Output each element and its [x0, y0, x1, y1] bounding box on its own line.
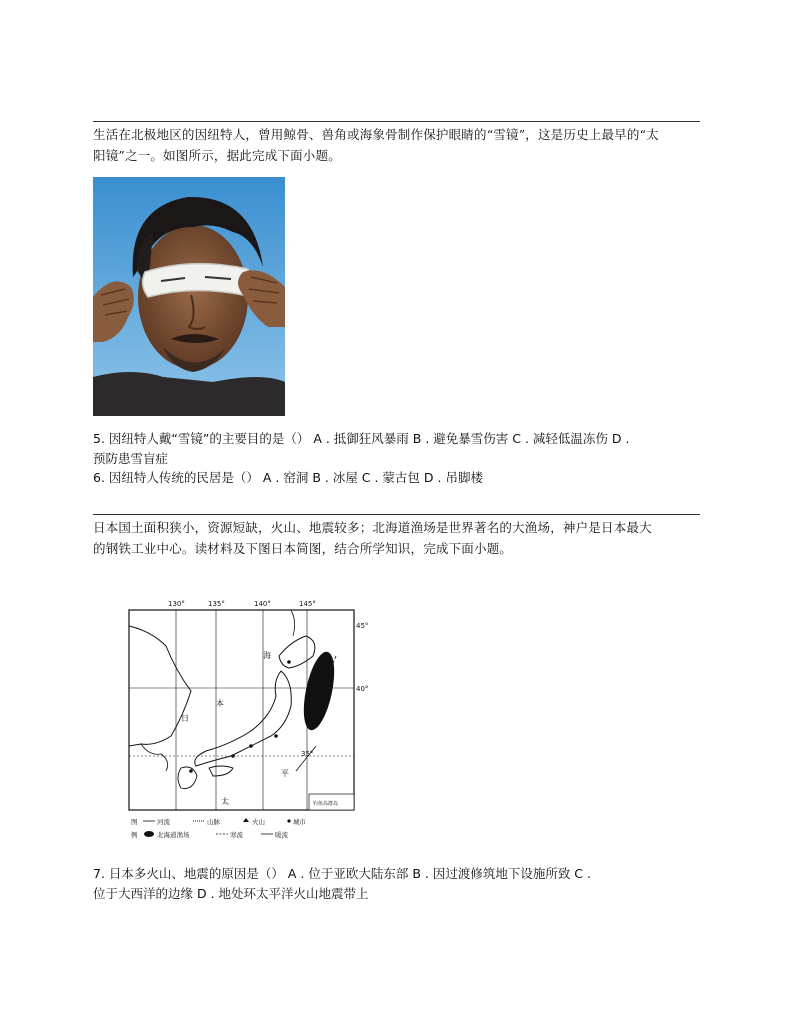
legend-title-1: 图	[131, 818, 138, 826]
lon-label-135: 135°	[208, 600, 225, 608]
lon-label-140: 140°	[254, 600, 271, 608]
question-7	[93, 864, 693, 904]
question-5-line-2: 预防患雪盲症	[93, 451, 169, 466]
legend-city: 城市	[293, 818, 306, 826]
legend-mountain: 山脉	[207, 818, 220, 826]
inset-label: 钓鱼岛群岛	[313, 801, 339, 807]
question-5-line-1: 5. 因纽特人戴“雪镜”的主要目的是（） A . 抵御狂风暴雨 B . 避免暴雪伤害 C . 减轻低温冻伤 D .	[93, 431, 630, 446]
intro-1-line-1: 生活在北极地区的因纽特人，曾用鲸骨、兽角或海象骨制作保护眼睛的“雪镜”，这是历史上最早的“太	[93, 127, 659, 142]
map-label-ping: 平	[281, 769, 289, 778]
question-6: 6. 因纽特人传统的民居是（） A . 窑洞 B . 冰屋 C . 蒙古包 D . 吊脚楼	[93, 470, 483, 485]
section-divider-1	[93, 121, 700, 122]
map-label-hai: 海	[263, 651, 271, 660]
legend-river: 河流	[157, 818, 170, 826]
lat-label-40: 40°	[356, 685, 369, 693]
lat-label-45: 45°	[356, 622, 369, 630]
legend-warm-current: 暖流	[275, 831, 288, 839]
map-label-ri: 日	[181, 714, 189, 723]
intro-2-line-2: 的钢铁工业中心。读材料及下图日本简图，结合所学知识，完成下面小题。	[93, 541, 513, 556]
lon-label-130: 130°	[168, 600, 185, 608]
inuit-snow-goggles-photo	[93, 177, 285, 416]
question-5	[93, 429, 693, 469]
legend-fishery: 北海道渔场	[157, 831, 190, 839]
lon-label-145: 145°	[299, 600, 316, 608]
map-label-ben: 本	[216, 699, 224, 708]
intro-paragraph-2	[93, 517, 703, 559]
intro-1-line-2: 阳镜”之一。如图所示，据此完成下面小题。	[93, 148, 341, 163]
question-7-line-2: 位于大西洋的边缘 D . 地处环太平洋火山地震带上	[93, 886, 369, 901]
intro-2-line-1: 日本国土面积狭小，资源短缺，火山、地震较多；北海道渔场是世界著名的大渔场，神户是日本最大	[93, 520, 652, 535]
section-divider-2	[93, 514, 700, 515]
map-label-tai: 太	[221, 797, 229, 806]
legend-title-2: 例	[131, 831, 138, 839]
question-7-line-1: 7. 日本多火山、地震的原因是（） A . 位于亚欧大陆东部 B . 因过渡修筑地下设施所致 C .	[93, 866, 591, 881]
legend-cold-current: 寒流	[230, 831, 243, 839]
japan-sketch-map	[121, 596, 369, 846]
legend-volcano: 火山	[252, 818, 265, 826]
lat-label-35: 35°	[301, 750, 314, 758]
intro-paragraph-1	[93, 124, 703, 166]
